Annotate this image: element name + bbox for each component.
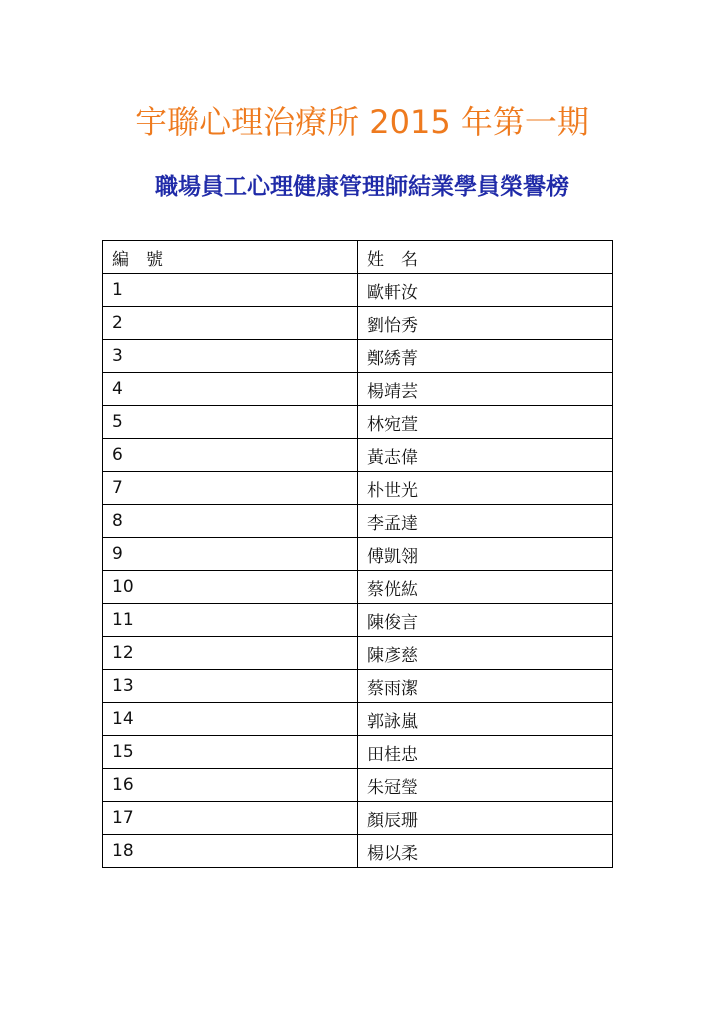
column-header-number: 編 號: [103, 241, 358, 274]
row-name: 蔡雨潔: [358, 670, 613, 703]
page-title: 宇聯心理治療所 2015 年第一期: [135, 103, 589, 141]
row-number: 5: [103, 406, 358, 439]
row-number: 15: [103, 736, 358, 769]
table-row: [103, 604, 613, 637]
row-number: 17: [103, 802, 358, 835]
table-row: [103, 439, 613, 472]
row-number: 3: [103, 340, 358, 373]
table-row: [103, 472, 613, 505]
row-name: 鄭綉菁: [358, 340, 613, 373]
row-name: 楊靖芸: [358, 373, 613, 406]
row-number: 9: [103, 538, 358, 571]
table-row: [103, 736, 613, 769]
table-row: [103, 340, 613, 373]
row-number: 2: [103, 307, 358, 340]
row-name: 朴世光: [358, 472, 613, 505]
row-name: 楊以柔: [358, 835, 613, 868]
row-name: 蔡侊紘: [358, 571, 613, 604]
row-name: 林宛萱: [358, 406, 613, 439]
row-number: 8: [103, 505, 358, 538]
table-row: [103, 637, 613, 670]
row-name: 歐軒汝: [358, 274, 613, 307]
row-number: 4: [103, 373, 358, 406]
table-row: [103, 802, 613, 835]
table-row: [103, 571, 613, 604]
row-name: 黃志偉: [358, 439, 613, 472]
table-row: [103, 505, 613, 538]
row-number: 10: [103, 571, 358, 604]
row-name: 陳彥慈: [358, 637, 613, 670]
graduate-roster-table: [102, 240, 613, 868]
row-number: 16: [103, 769, 358, 802]
row-name: 郭詠嵐: [358, 703, 613, 736]
row-number: 11: [103, 604, 358, 637]
row-name: 陳俊言: [358, 604, 613, 637]
page-subtitle: 職場員工心理健康管理師結業學員榮譽榜: [155, 174, 569, 200]
table-row: [103, 769, 613, 802]
row-name: 顏辰珊: [358, 802, 613, 835]
row-name: 朱冠瑩: [358, 769, 613, 802]
table-row: [103, 406, 613, 439]
table-row: [103, 373, 613, 406]
row-number: 1: [103, 274, 358, 307]
table-row: [103, 307, 613, 340]
table-row: [103, 835, 613, 868]
row-number: 6: [103, 439, 358, 472]
row-number: 18: [103, 835, 358, 868]
table-row: [103, 274, 613, 307]
row-number: 12: [103, 637, 358, 670]
table-header-row: [103, 241, 613, 274]
row-number: 13: [103, 670, 358, 703]
table-row: [103, 703, 613, 736]
table-row: [103, 670, 613, 703]
row-name: 傅凱翎: [358, 538, 613, 571]
row-name: 劉怡秀: [358, 307, 613, 340]
row-number: 7: [103, 472, 358, 505]
row-name: 田桂忠: [358, 736, 613, 769]
column-header-name: 姓 名: [358, 241, 613, 274]
row-name: 李孟達: [358, 505, 613, 538]
row-number: 14: [103, 703, 358, 736]
table-row: [103, 538, 613, 571]
